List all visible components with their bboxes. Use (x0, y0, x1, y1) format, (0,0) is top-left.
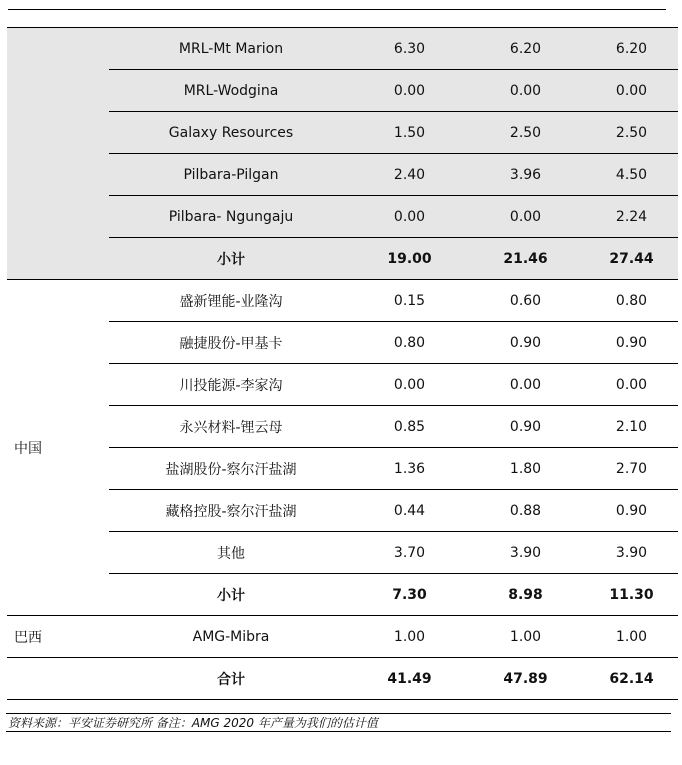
table-row (7, 28, 678, 70)
project-name: AMG-Mibra (109, 616, 353, 658)
value-cell: 0.85 (353, 406, 466, 448)
value-cell: 3.90 (466, 532, 585, 574)
value-cell: 0.90 (585, 322, 678, 364)
project-name: Galaxy Resources (109, 112, 353, 154)
subtotal-label: 小计 (109, 238, 353, 280)
table-row (7, 280, 678, 322)
project-name: 川投能源-李家沟 (109, 364, 353, 406)
value-cell: 21.46 (466, 238, 585, 280)
value-cell: 6.20 (585, 28, 678, 70)
project-name: 融捷股份-甲基卡 (109, 322, 353, 364)
value-cell: 2.24 (585, 196, 678, 238)
value-cell: 1.50 (353, 112, 466, 154)
project-name: 永兴材料-锂云母 (109, 406, 353, 448)
value-cell: 6.20 (466, 28, 585, 70)
value-cell: 0.00 (585, 70, 678, 112)
value-cell: 0.00 (466, 70, 585, 112)
value-cell: 3.96 (466, 154, 585, 196)
value-cell: 27.44 (585, 238, 678, 280)
value-cell: 62.14 (585, 658, 678, 700)
region-cell-australia (7, 28, 109, 280)
region-cell-china: 中国 (7, 280, 109, 616)
value-cell: 0.15 (353, 280, 466, 322)
value-cell: 3.70 (353, 532, 466, 574)
source-note: 资料来源：平安证券研究所 备注：AMG 2020 年产量为我们的估计值 (6, 713, 671, 732)
empty-cell (7, 658, 109, 700)
value-cell: 0.90 (466, 406, 585, 448)
project-name: 盐湖股份-察尔汗盐湖 (109, 448, 353, 490)
value-cell: 7.30 (353, 574, 466, 616)
value-cell: 0.60 (466, 280, 585, 322)
value-cell: 0.00 (466, 196, 585, 238)
value-cell: 2.50 (585, 112, 678, 154)
value-cell: 0.88 (466, 490, 585, 532)
value-cell: 1.80 (466, 448, 585, 490)
value-cell: 1.00 (353, 616, 466, 658)
value-cell: 0.00 (353, 70, 466, 112)
project-name: 藏格控股-察尔汗盐湖 (109, 490, 353, 532)
subtotal-label: 小计 (109, 574, 353, 616)
project-name: Pilbara-Pilgan (109, 154, 353, 196)
value-cell: 2.50 (466, 112, 585, 154)
value-cell: 2.10 (585, 406, 678, 448)
value-cell: 1.00 (466, 616, 585, 658)
value-cell: 47.89 (466, 658, 585, 700)
value-cell: 11.30 (585, 574, 678, 616)
value-cell: 0.00 (353, 196, 466, 238)
value-cell: 8.98 (466, 574, 585, 616)
value-cell: 0.00 (353, 364, 466, 406)
value-cell: 19.00 (353, 238, 466, 280)
project-name: MRL-Wodgina (109, 70, 353, 112)
value-cell: 6.30 (353, 28, 466, 70)
value-cell: 0.00 (466, 364, 585, 406)
total-row (7, 658, 678, 700)
project-name: 盛新锂能-业隆沟 (109, 280, 353, 322)
project-name: 其他 (109, 532, 353, 574)
value-cell: 0.80 (585, 280, 678, 322)
value-cell: 1.36 (353, 448, 466, 490)
value-cell: 1.00 (585, 616, 678, 658)
value-cell: 2.70 (585, 448, 678, 490)
value-cell: 3.90 (585, 532, 678, 574)
top-rule (8, 9, 666, 10)
total-label: 合计 (109, 658, 353, 700)
value-cell: 0.90 (585, 490, 678, 532)
value-cell: 4.50 (585, 154, 678, 196)
region-cell-brazil: 巴西 (7, 616, 109, 658)
value-cell: 0.44 (353, 490, 466, 532)
table-row (7, 616, 678, 658)
value-cell: 41.49 (353, 658, 466, 700)
value-cell: 0.80 (353, 322, 466, 364)
lithium-production-table (7, 27, 678, 700)
project-name: MRL-Mt Marion (109, 28, 353, 70)
project-name: Pilbara- Ngungaju (109, 196, 353, 238)
value-cell: 2.40 (353, 154, 466, 196)
value-cell: 0.90 (466, 322, 585, 364)
value-cell: 0.00 (585, 364, 678, 406)
